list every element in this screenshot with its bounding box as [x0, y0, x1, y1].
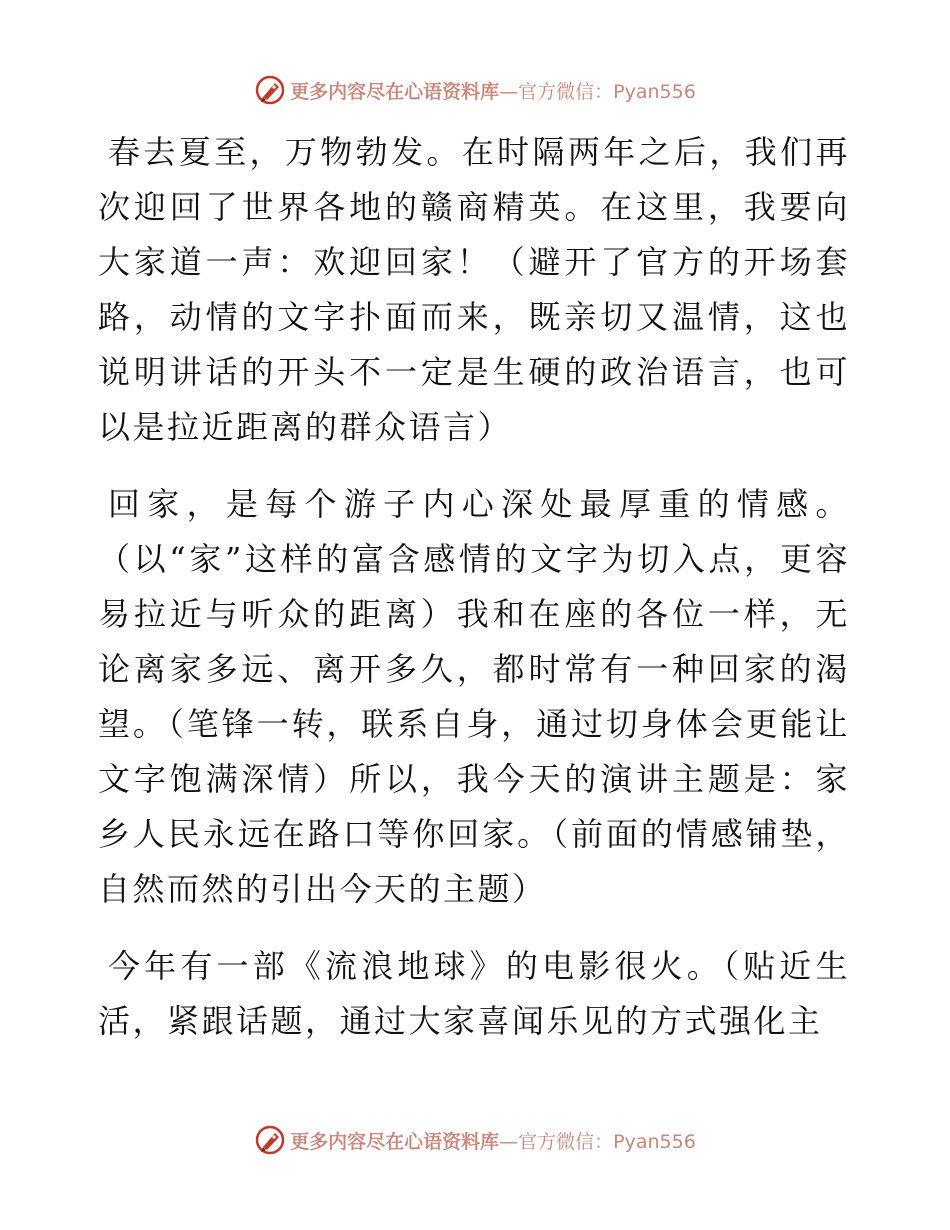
paragraph-1: 春去夏至，万物勃发。在时隔两年之后，我们再次迎回了世界各地的赣商精英。在这里，我要向大家道一声：欢迎回家！（避开了官方的开场套路，动情的文字扑面而来，既亲切又温情，这也说明讲话的开头不一定是生硬的政治语言，也可以是拉近距离的群众语言） [98, 133, 850, 446]
paragraph-3: 今年有一部《流浪地球》的电影很火。（贴近生活，紧跟话题，通过大家喜闻乐见的方式强化主 [98, 947, 850, 1040]
footer-banner-title: 更多内容尽在心语资料库 [290, 1130, 500, 1153]
header-banner-title: 更多内容尽在心语资料库 [290, 80, 500, 103]
header-banner [0, 70, 950, 110]
paragraph-2: 回家，是每个游子内心深处最厚重的情感。（以“家”这样的富含感情的文字为切入点，更容易拉近与听众的距离）我和在座的各位一样，无论离家多远、离开多久，都时常有一种回家的渴望。（笔锋一转，联系自身，通过切身体会更能让文字饱满深情）所以，我今天的演讲主题是：家乡人民永远在路口等你回家。（前面的情感铺垫，自然而然的引出今天的主题） [98, 485, 850, 908]
footer-banner [0, 1120, 950, 1160]
footer-banner-wechat: —官方微信：Pyan556 [499, 1130, 696, 1153]
header-banner-wechat: —官方微信：Pyan556 [499, 80, 696, 103]
pen-nib-logo-icon [254, 1124, 286, 1156]
pen-nib-logo-icon [254, 74, 286, 106]
document-body [98, 125, 850, 1071]
